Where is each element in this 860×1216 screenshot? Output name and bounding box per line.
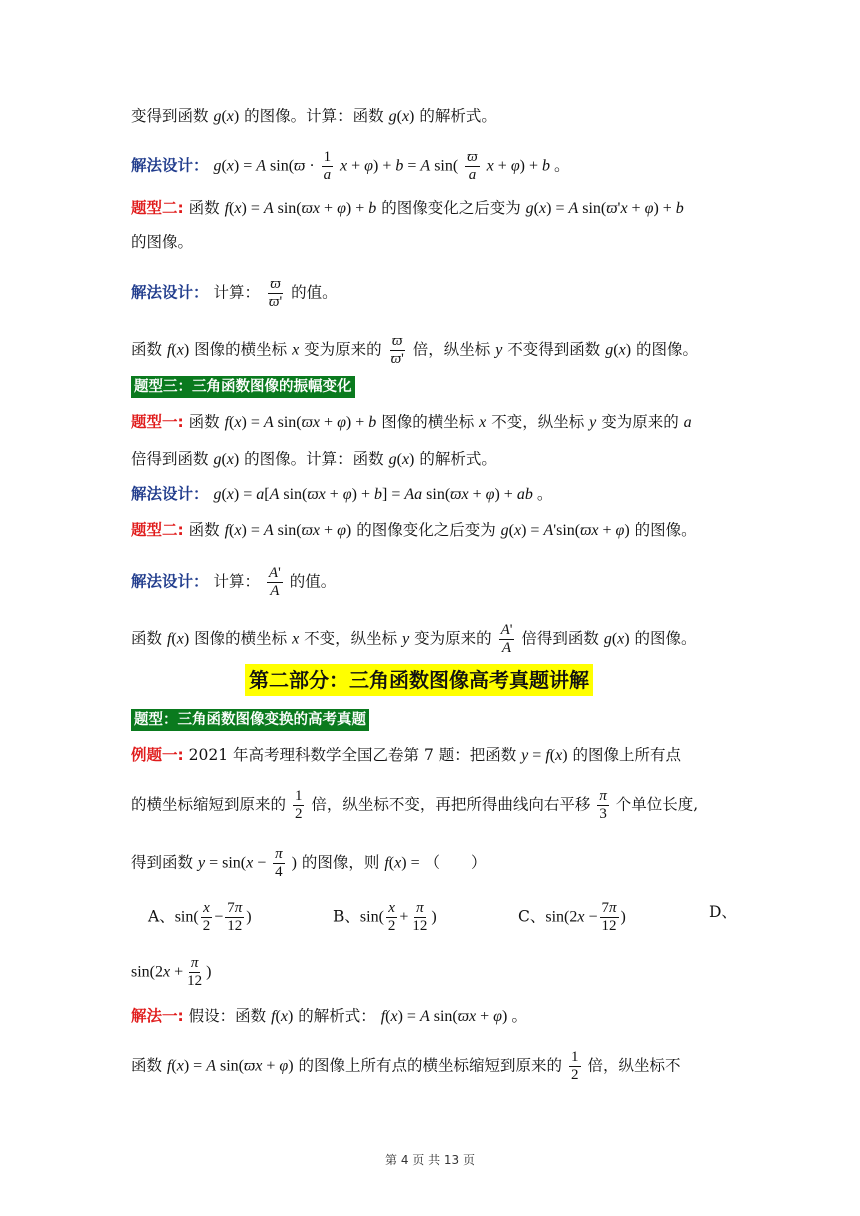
- option-label: C、: [518, 907, 546, 926]
- text: 倍，纵坐标不变，再把所得曲线向右平移: [311, 795, 591, 814]
- option-d: [709, 900, 737, 922]
- fraction: $\frac{ϖ}{a}$: [467, 149, 478, 183]
- type-label: 题型二:: [131, 521, 184, 539]
- text-line: 变得到函数 g(x) 的图像。计算：函数 g(x) 的解析式。: [131, 107, 497, 125]
- fraction: $\frac{\pi}{12}$: [412, 900, 428, 934]
- text: 倍，纵坐标: [412, 340, 491, 359]
- text: 不变得到函数: [507, 340, 601, 359]
- text: 不变，纵坐标: [491, 413, 585, 431]
- option-label: B、: [333, 907, 360, 926]
- text: 不变，纵坐标: [304, 629, 398, 648]
- text: 个单位长度,: [615, 795, 699, 814]
- solution-line: [131, 565, 740, 600]
- example-label: 例题一:: [131, 746, 184, 764]
- text-line: 题型二: 函数 f(x) = A sin(ϖx + φ) + b 的图像变化之后变为 g(x) = A sin(ϖ'x + φ) + b: [131, 199, 684, 217]
- text: 倍得到函数: [131, 450, 209, 468]
- option-d-expression: sin(2x + $\frac{\pi}{12}$ ): [131, 955, 212, 989]
- text-line: 函数 f(x) 图像的横坐标 x 变为原来的 $\frac{ϖ}{ϖ'}$ 倍，纵坐标 y 不变得到函数 g(x) 的图像。: [131, 333, 698, 367]
- text: 函数: [188, 199, 220, 217]
- text: 的解析式。: [419, 107, 497, 125]
- fraction: $\frac{1}{a}$: [323, 149, 332, 183]
- fraction: $\frac{\pi}{12}$: [187, 955, 203, 989]
- section-header: 题型：三角函数图像变换的高考真题: [131, 709, 369, 731]
- text-line: 题型一: 函数 f(x) = A sin(ϖx + φ) + b 图像的横坐标 x 不变，纵坐标 y 变为原来的 a: [131, 413, 692, 431]
- section-header: 题型三：三角函数图像的振幅变化: [131, 376, 355, 398]
- fraction: $\frac{x}{2}$: [202, 900, 211, 934]
- text: 的解析式。: [419, 450, 497, 468]
- fraction: $\frac{ϖ}{ϖ'}$: [268, 276, 283, 310]
- text: 的值。: [289, 572, 337, 591]
- type-label: 题型一:: [131, 413, 184, 431]
- text: 的图像。计算：函数: [244, 450, 384, 468]
- text-line: 函数 f(x) 图像的横坐标 x 不变，纵坐标 y 变为原来的 $\frac{A'}{A}$ 倍得到函数 g(x) 的图像。: [131, 622, 697, 656]
- fraction: $\frac{\pi}{4}$: [275, 846, 283, 880]
- solution-label: 解法设计：: [131, 156, 209, 175]
- option-a: A、sin( $\frac{x}{2}$ − $\frac{7\pi}{12}$ ): [148, 900, 252, 934]
- solution-label: 解法设计：: [131, 485, 209, 503]
- text: 的图像变化之后变为: [381, 199, 521, 217]
- solution-line: 解法设计： g(x) = A sin(ϖ · $\frac{1}{a}$ x + φ) + b = A sin( $\frac{ϖ}{a}$ x + φ) + b 。: [131, 149, 571, 183]
- text: 倍，纵坐标不: [587, 1056, 681, 1075]
- text-line: 例题一: 2021 年高考理科数学全国乙卷第 7 题：把函数 y = f(x) 的图像上所有点: [131, 746, 681, 764]
- text: 函数: [131, 629, 163, 648]
- text-line: 得到函数 y = sin(x − $\frac{\pi}{4}$ ) 的图像，则 f(x) = （ ）: [131, 846, 487, 880]
- type-label: 题型二:: [131, 199, 184, 217]
- part-title: 第二部分：三角函数图像高考真题讲解: [245, 664, 593, 696]
- text: （ ）: [424, 853, 487, 872]
- solution-line: [131, 276, 740, 311]
- text: 得到函数: [131, 853, 194, 872]
- text: 函数: [188, 413, 220, 431]
- page-footer: 第 4 页 共 13 页: [385, 1153, 475, 1167]
- text: 变为原来的: [304, 340, 382, 359]
- text-line: [131, 231, 740, 253]
- fraction: $\frac{1}{2}$: [571, 1049, 579, 1083]
- text: 图像的横坐标: [194, 340, 288, 359]
- option-c: C、sin(2x − $\frac{7\pi}{12}$ ): [518, 900, 626, 934]
- text: 的图像。: [634, 521, 697, 539]
- text: 计算：: [213, 283, 260, 302]
- fraction: $\frac{ϖ}{ϖ'}$: [390, 333, 404, 367]
- text: 计算：: [213, 572, 260, 591]
- text: 变得到函数: [131, 107, 209, 125]
- text: 图像的横坐标: [194, 629, 288, 648]
- text-line: 题型二: 函数 f(x) = A sin(ϖx + φ) 的图像变化之后变为 g(x) = A'sin(ϖx + φ) 的图像。: [131, 521, 697, 539]
- fraction: $\frac{A'}{A}$: [268, 565, 281, 599]
- text: 的解析式：: [298, 1007, 376, 1025]
- text: 的图像。: [131, 233, 194, 251]
- text: 假设：函数: [188, 1007, 267, 1025]
- fraction: $\frac{A'}{A}$: [500, 622, 513, 656]
- option-label: D、: [709, 903, 737, 921]
- text: 的图像。计算：函数: [244, 107, 384, 125]
- text: 图像的横坐标: [381, 413, 475, 431]
- text-line: 函数 f(x) = A sin(ϖx + φ) 的图像上所有点的横坐标缩短到原来的 $\frac{1}{2}$ 倍，纵坐标不: [131, 1049, 681, 1083]
- text: 的图像。: [634, 629, 697, 648]
- fraction: $\frac{1}{2}$: [294, 788, 303, 822]
- text: 函数: [188, 521, 220, 539]
- text: 的横坐标缩短到原来的: [131, 795, 287, 814]
- solution-line: 解法设计： g(x) = a[A sin(ϖx + φ) + b] = Aa sin(ϖx + φ) + ab 。: [131, 485, 553, 503]
- solution-label: 解法设计：: [131, 283, 209, 302]
- text-line: [131, 788, 740, 823]
- text: 2021 年高考理科数学全国乙卷第 7 题：把函数: [188, 746, 517, 764]
- text-line: 倍得到函数 g(x) 的图像。计算：函数 g(x) 的解析式。: [131, 450, 497, 468]
- text: 变为原来的: [601, 413, 679, 431]
- solution-label: 解法设计：: [131, 572, 209, 591]
- text: 的图像上所有点的横坐标缩短到原来的: [298, 1056, 563, 1075]
- option-label: A、: [148, 907, 175, 926]
- text: 的图像变化之后变为: [356, 521, 496, 539]
- fraction: $\frac{7\pi}{12}$: [601, 900, 617, 934]
- fraction: $\frac{x}{2}$: [387, 900, 396, 934]
- text: 倍得到函数: [521, 629, 599, 648]
- solution-method-label: 解法一:: [131, 1007, 184, 1025]
- fraction: $\frac{7\pi}{12}$: [227, 900, 243, 934]
- text: 函数: [131, 340, 163, 359]
- text: 的图像，则: [301, 853, 380, 872]
- text: 变为原来的: [414, 629, 492, 648]
- text: 的图像。: [635, 340, 698, 359]
- text: 函数: [131, 1056, 163, 1075]
- text: 的图像上所有点: [572, 746, 681, 764]
- fraction: $\frac{\pi}{3}$: [599, 788, 607, 822]
- text: 的值。: [291, 283, 338, 302]
- option-b: B、sin( $\frac{x}{2}$ + $\frac{\pi}{12}$ ): [333, 900, 437, 934]
- text-line: 解法一: 假设：函数 f(x) 的解析式： f(x) = A sin(ϖx + φ) 。: [131, 1007, 528, 1025]
